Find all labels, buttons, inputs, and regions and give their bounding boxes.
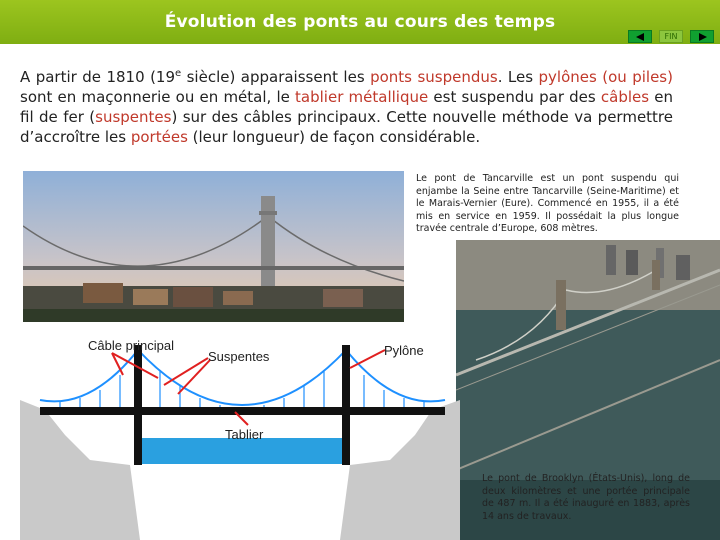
tancarville-photo	[23, 171, 404, 322]
pylon-left	[134, 345, 142, 465]
keyword-portees: portées	[130, 128, 188, 146]
keyword-tablier: tablier métallique	[295, 88, 429, 106]
bridge-diagram	[20, 330, 460, 540]
keyword-pylones: pylônes (ou piles)	[538, 68, 673, 86]
tancarville-caption: Le pont de Tancarville est un pont suspendu qui enjambe la Seine entre Tancarville (Seine-Maritime) et le Marais-Vernier (Eure). Commencé en 1955, il a été mis en service en 1959. Il possédait la plus longue travée centrale d’Europe, 608 mètres.	[416, 173, 679, 234]
prev-button[interactable]	[628, 30, 652, 43]
brooklyn-caption: Le pont de Brooklyn (États-Unis), long de deux kilomètres et une portée principale de 487 m. Il a été inauguré en 1883, après 14 ans de travaux.	[482, 473, 690, 522]
page-title: Évolution des ponts au cours des temps	[164, 12, 556, 32]
label-suspentes: Suspentes	[208, 349, 270, 364]
label-tablier: Tablier	[225, 427, 264, 442]
fin-button[interactable]: FIN	[659, 30, 683, 43]
label-cable-principal: Câble principal	[88, 338, 174, 353]
next-button[interactable]	[690, 30, 714, 43]
keyword-cables: câbles	[600, 88, 650, 106]
triangle-left-icon	[636, 33, 644, 41]
deck	[40, 407, 445, 415]
cable-left	[40, 350, 138, 401]
pylon-right	[342, 345, 350, 465]
triangle-right-icon	[699, 33, 707, 41]
keyword-ponts-suspendus: ponts suspendus	[370, 68, 498, 86]
header-bar	[0, 0, 720, 44]
intro-paragraph: A partir de 1810 (19e siècle) apparaissent les ponts suspendus. Les pylônes (ou piles) sont en maçonnerie ou en métal, le tablier métallique est suspendu par des câbles en fil de fer (suspentes) sur des câbles principaux. Cette nouvelle méthode va permettre d’accroître les portées (leur longueur) de façon considérable.	[20, 68, 674, 146]
keyword-suspentes: suspentes	[95, 108, 172, 126]
label-pylone: Pylône	[384, 343, 424, 358]
